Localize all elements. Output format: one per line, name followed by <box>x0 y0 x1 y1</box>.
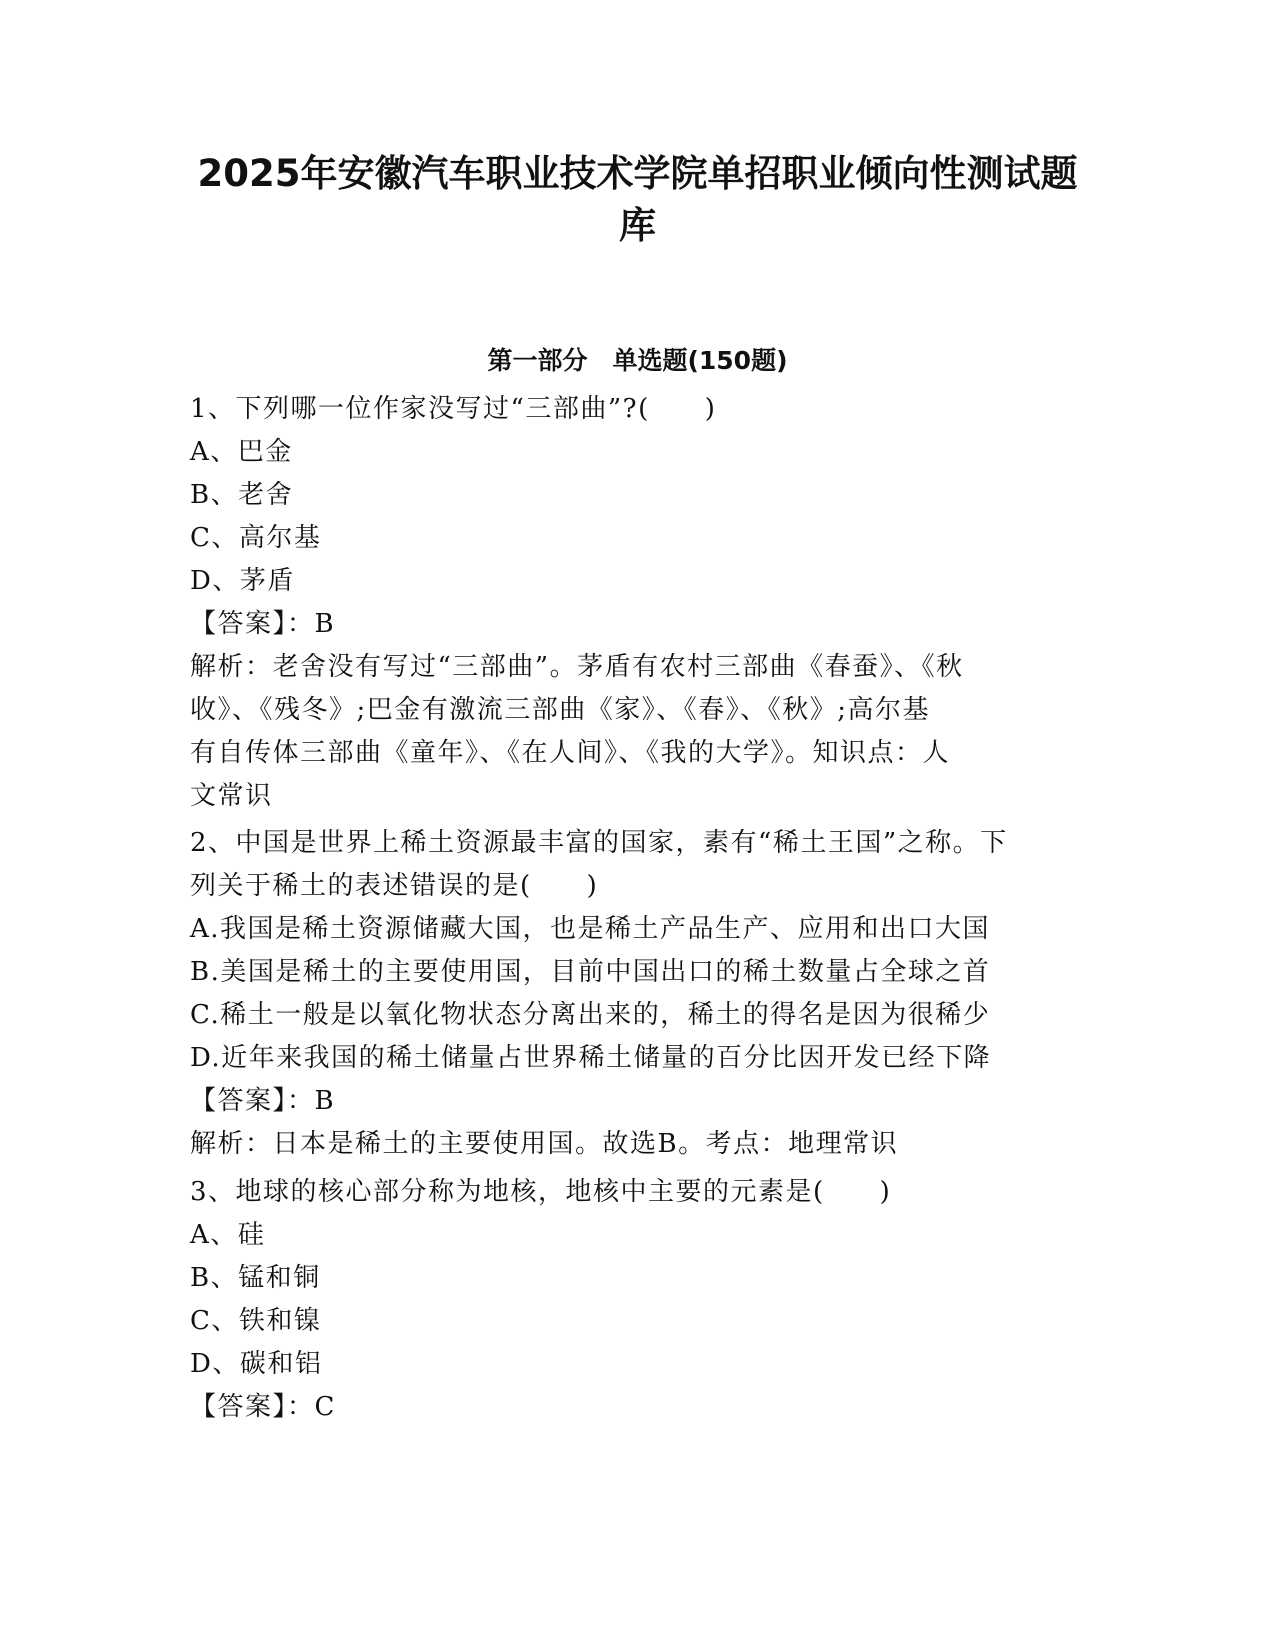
option-c: C、铁和镍 <box>190 1306 322 1336</box>
option-c: C.稀土一般是以氧化物状态分离出来的，稀土的得名是因为很稀少 <box>190 1000 991 1030</box>
option-b: B.美国是稀土的主要使用国，目前中国出口的稀土数量占全球之首 <box>190 957 991 987</box>
option-a: A.我国是稀土资源储藏大国，也是稀土产品生产、应用和出口大国 <box>190 914 991 944</box>
answer-value: B <box>314 1086 336 1116</box>
answer-value: C <box>314 1392 336 1422</box>
document-title <box>180 148 1095 252</box>
document-title-line-1: 2025年安徽汽车职业技术学院单招职业倾向性测试题 <box>197 152 1078 195</box>
answer-label: 【答案】： <box>190 609 315 639</box>
answer-line <box>190 1080 1090 1123</box>
analysis-line: 有自传体三部曲《童年》、《在人间》、《我的大学》。知识点：人 <box>190 738 951 768</box>
analysis-line: 收》、《残冬》;巴金有激流三部曲《家》、《春》、《秋》;高尔基 <box>190 695 931 725</box>
option-d: D、碳和铝 <box>190 1349 323 1379</box>
option-b: B、老舍 <box>190 480 294 510</box>
answer-line <box>190 603 1090 646</box>
analysis-line: 解析：日本是稀土的主要使用国。故选B。考点：地理常识 <box>190 1129 899 1159</box>
section-title: 第一部分 单选题(150题) <box>487 346 788 375</box>
question-1 <box>190 388 1090 818</box>
answer-label: 【答案】： <box>190 1392 315 1422</box>
question-stem: 1、下列哪一位作家没写过“三部曲”?( ) <box>190 394 717 424</box>
question-3 <box>190 1171 1090 1429</box>
option-d: D.近年来我国的稀土储量占世界稀土储量的百分比因开发已经下降 <box>190 1043 992 1073</box>
answer-label: 【答案】： <box>190 1086 315 1116</box>
question-2 <box>190 822 1090 1166</box>
question-stem: 3、地球的核心部分称为地核，地核中主要的元素是( ) <box>190 1177 892 1207</box>
document-title-line-2: 库 <box>619 204 656 247</box>
option-c: C、高尔基 <box>190 523 322 553</box>
analysis-line: 解析：老舍没有写过“三部曲”。茅盾有农村三部曲《春蚕》、《秋 <box>190 652 964 682</box>
question-stem: 列关于稀土的表述错误的是( ) <box>190 871 599 901</box>
analysis-line: 文常识 <box>190 781 273 811</box>
option-d: D、茅盾 <box>190 566 295 596</box>
option-a: A、巴金 <box>190 437 293 467</box>
option-a: A、硅 <box>190 1220 266 1250</box>
answer-line <box>190 1386 1090 1429</box>
option-b: B、锰和铜 <box>190 1263 321 1293</box>
answer-value: B <box>314 609 336 639</box>
question-stem: 2、中国是世界上稀土资源最丰富的国家，素有“稀土王国”之称。下 <box>190 828 1008 858</box>
